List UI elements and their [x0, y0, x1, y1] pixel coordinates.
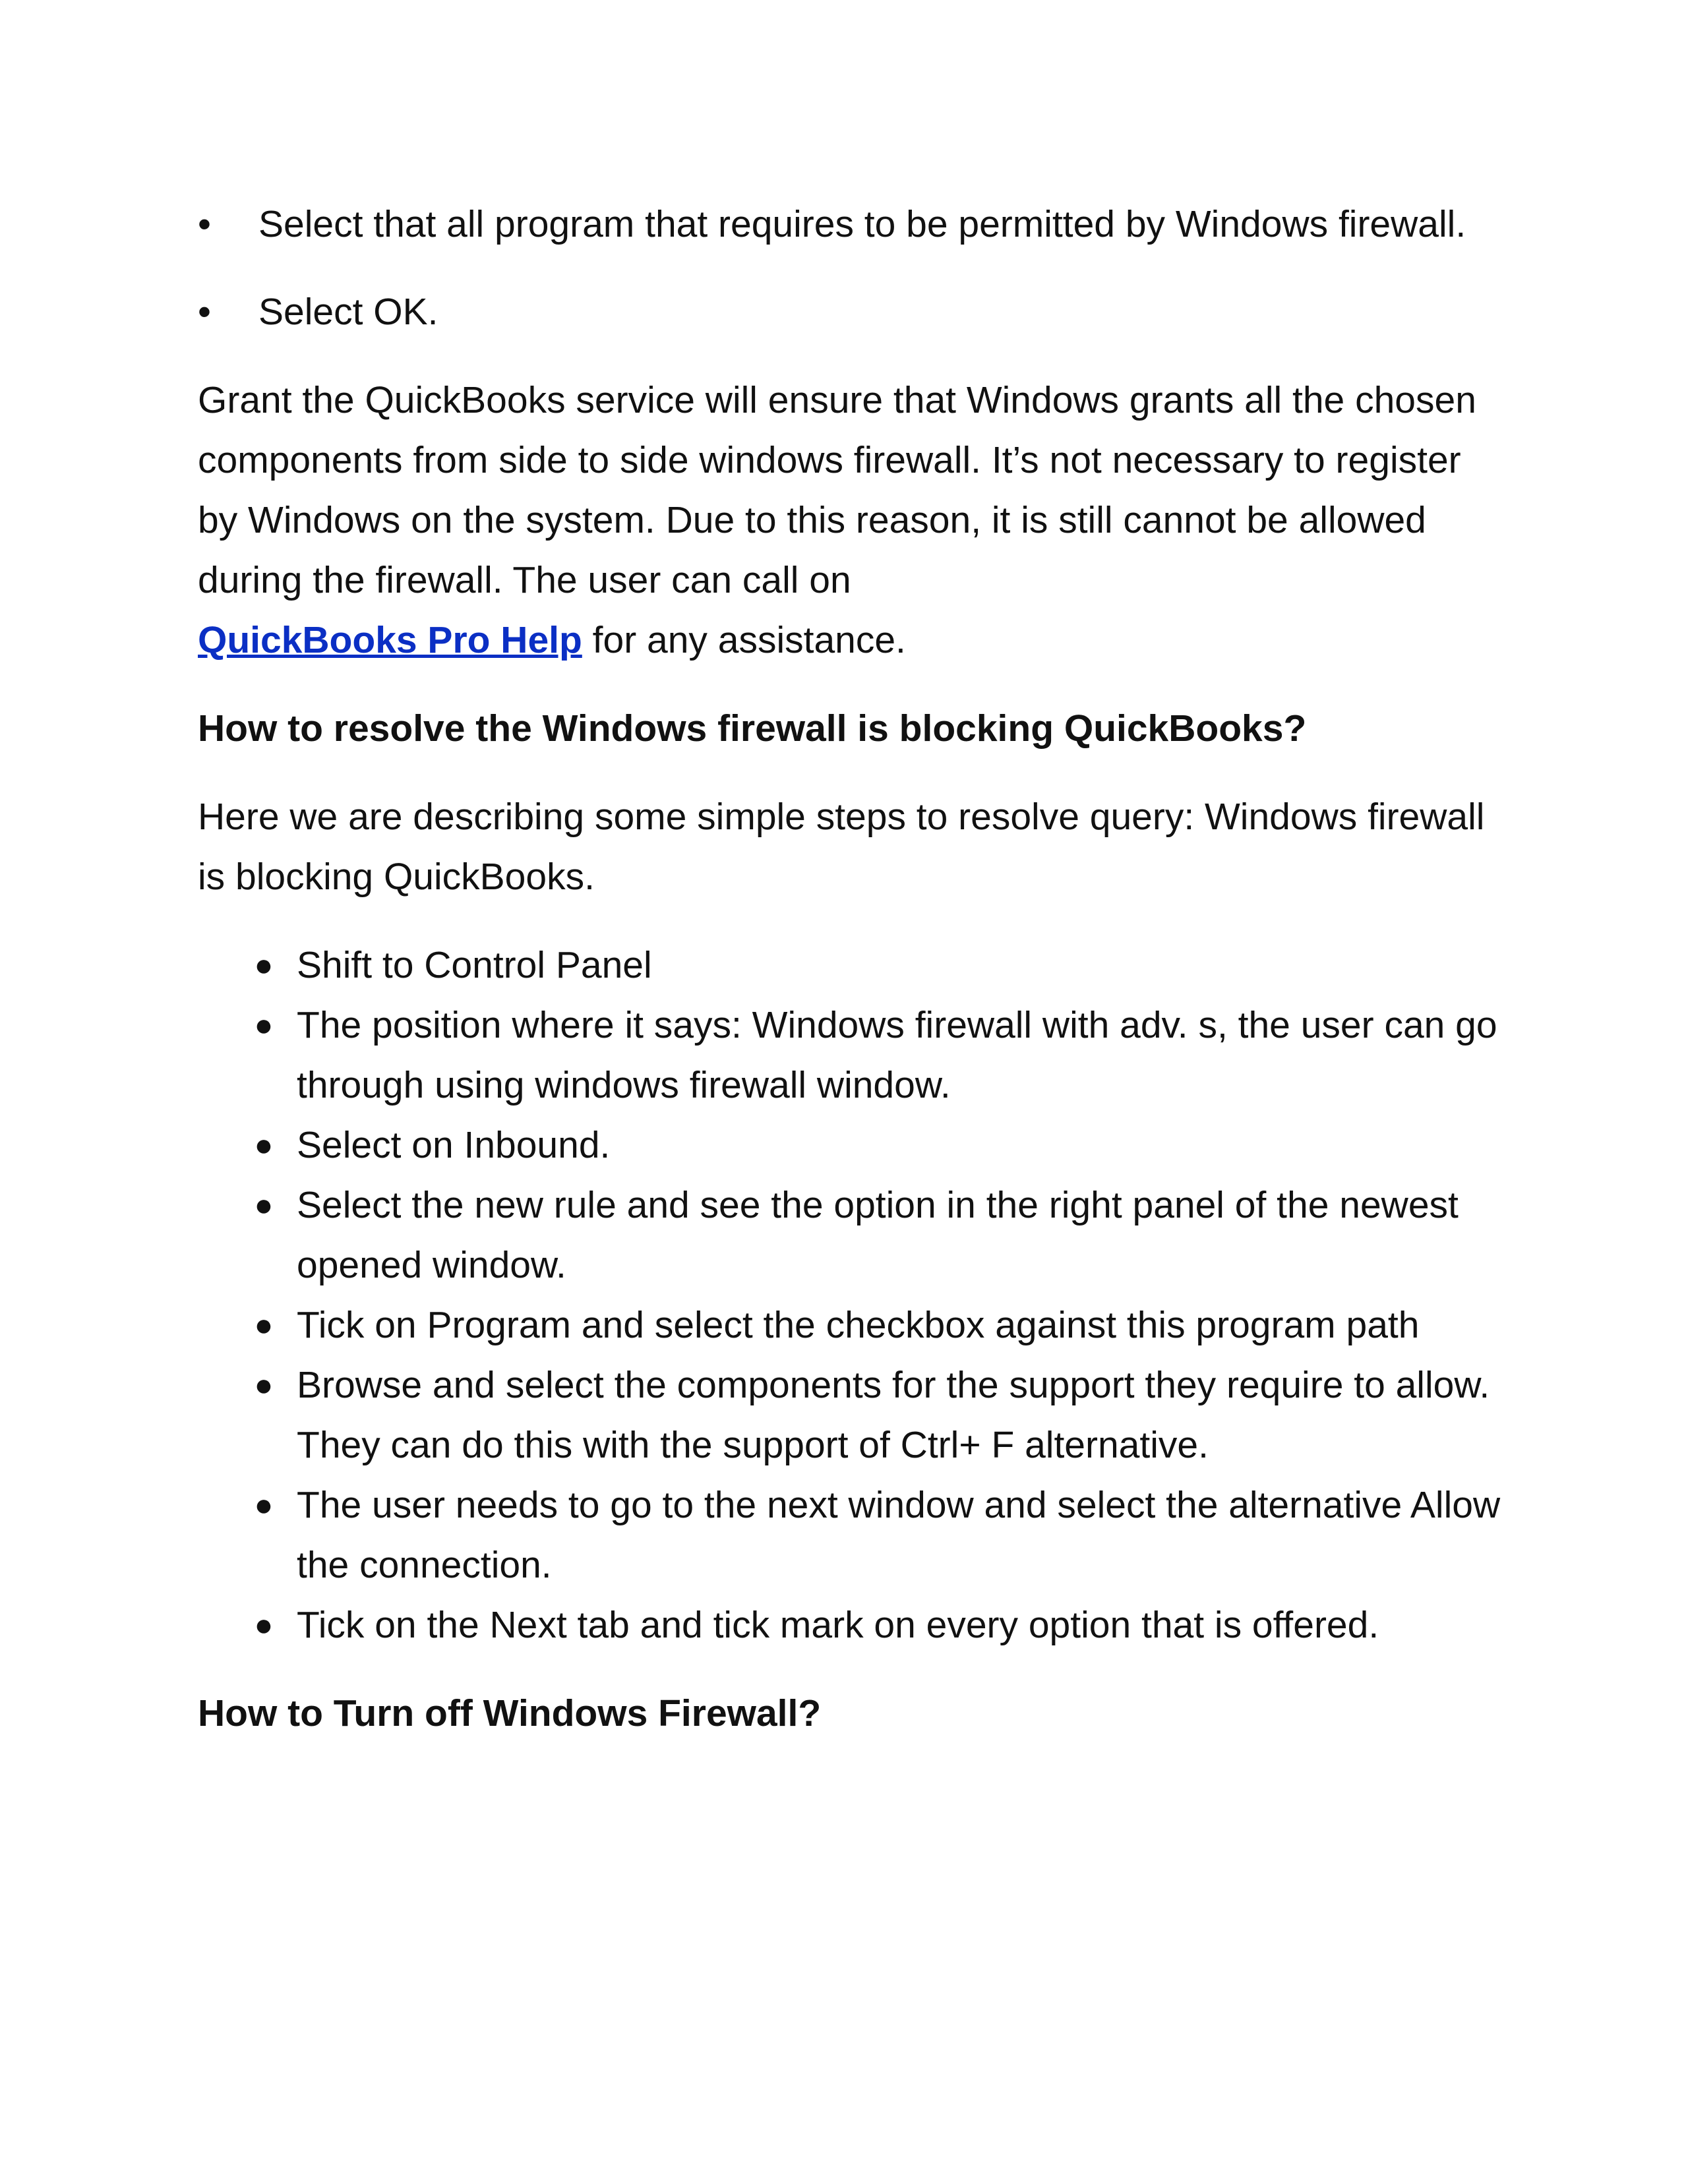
- paragraph-grant-service: [198, 370, 1503, 670]
- intro-bullet-2: [198, 282, 1503, 342]
- step-bullet-marker: ●: [254, 1188, 274, 1223]
- step-bullet-marker: ●: [254, 1008, 274, 1043]
- step-text: Browse and select the components for the support they require to allow. They can do this with the support of Ctrl+ F alternative.: [297, 1364, 1490, 1466]
- step-item: [198, 1295, 1503, 1355]
- step-item: [198, 1595, 1503, 1655]
- step-item: [198, 1355, 1503, 1475]
- step-bullet-marker: ●: [254, 948, 274, 983]
- step-text: Tick on the Next tab and tick mark on every option that is offered.: [297, 1604, 1379, 1646]
- step-text: Select the new rule and see the option in the right panel of the newest opened window.: [297, 1184, 1459, 1286]
- paragraph-text-after-link: for any assistance.: [592, 619, 906, 661]
- quickbooks-pro-help-link[interactable]: QuickBooks Pro Help: [198, 619, 582, 661]
- step-bullet-marker: ●: [254, 1308, 274, 1343]
- step-bullet-marker: ●: [254, 1368, 274, 1403]
- step-item: [198, 1175, 1503, 1295]
- bullet-marker: •: [198, 291, 211, 333]
- step-bullet-marker: ●: [254, 1128, 274, 1163]
- step-text: Select on Inbound.: [297, 1124, 611, 1166]
- document-content: [198, 194, 1503, 1772]
- step-text: Tick on Program and select the checkbox against this program path: [297, 1304, 1420, 1346]
- intro-bullet-1: [198, 194, 1503, 254]
- step-text: The position where it says: Windows firewall with adv. s, the user can go through using windows firewall window.: [297, 1004, 1497, 1106]
- bullet-marker: •: [198, 203, 211, 245]
- intro-bullet-text: Select that all program that requires to be permitted by Windows firewall.: [258, 203, 1466, 245]
- step-text: The user needs to go to the next window and select the alternative Allow the connection.: [297, 1484, 1501, 1586]
- paragraph-describing-steps: Here we are describing some simple steps to resolve query: Windows firewall is blocking QuickBooks.: [198, 796, 1485, 898]
- paragraph-text: Grant the QuickBooks service will ensure that Windows grants all the chosen components from side to side windows firewall. It’s not necessary to register by Windows on the system. Due to this reason, it is still cannot be allowed during the firewall. The user can call on: [198, 379, 1476, 601]
- step-bullet-marker: ●: [254, 1608, 274, 1643]
- step-item: [198, 995, 1503, 1115]
- heading-resolve-firewall: How to resolve the Windows firewall is blocking QuickBooks?: [198, 707, 1307, 750]
- step-text: Shift to Control Panel: [297, 944, 652, 986]
- heading-turn-off-firewall: How to Turn off Windows Firewall?: [198, 1692, 822, 1734]
- step-item: [198, 1475, 1503, 1595]
- step-bullet-marker: ●: [254, 1488, 274, 1523]
- step-item: [198, 935, 1503, 995]
- intro-bullet-text: Select OK.: [258, 291, 438, 333]
- steps-list: [198, 935, 1503, 1655]
- step-item: [198, 1115, 1503, 1175]
